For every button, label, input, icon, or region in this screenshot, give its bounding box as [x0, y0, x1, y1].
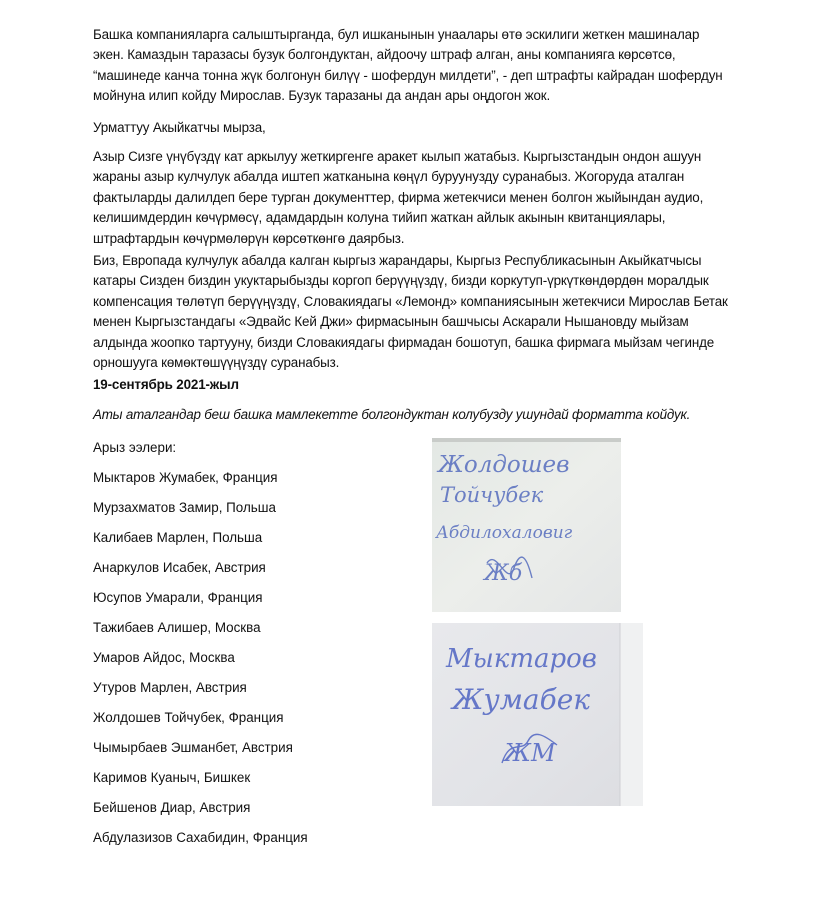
applicant-item: Утуров Марлен, Австрия: [93, 680, 247, 695]
salutation: Урматтуу Акыйкатчы мырза,: [93, 120, 266, 135]
applicant-item: Абдулазизов Сахабидин, Франция: [93, 830, 308, 845]
letter-date: 19-сентябрь 2021-жыл: [93, 377, 239, 392]
paragraph-evidence: Азыр Сизге үнүбүздү кат аркылуу жеткиргенге аракет кылып жатабыз. Кыргызстандын ондон ашуун жараны азыр кулчулук абалда иштеп жатканына көңүл буруунузду суранабыз. Жогоруда аталган фактыларды далилдеп бере турган документтер, фирма жетекчиси менен болгон жыйындан аудио, келишимдердин көчүрмөсү, адамдардын колуна тийип жаткан айлык акынын квитанциялары, штрафтардын көчүрмөлөрүн көрсөткөнгө даярбыз.: [93, 149, 704, 246]
applicant-item: Анаркулов Исабек, Австрия: [93, 560, 266, 575]
applicant-item: Жолдошев Тойчубек, Франция: [93, 710, 284, 725]
handwritten-mark: Жб: [484, 561, 523, 586]
applicant-item: Умаров Айдос, Москва: [93, 650, 235, 665]
handwritten-mark: ЖМ: [504, 739, 556, 767]
applicant-item: Юсупов Умарали, Франция: [93, 590, 263, 605]
paragraph-scales: Башка компанияларга салыштырганда, бул ишканынын унаалары өтө эскилиги жеткен машиналар экен. Камаздын таразасы бузук болгондуктан, айдоочу штраф алган, аны компанияга көрсөтсө, “машинеде канча тонна жүк болгонун билүү - шофердун милдети”, - деп штрафты кайрадан шофердун мойнуна илип койду Мирослав. Бузук таразаны да андан ары оңдогон жок.: [93, 27, 723, 104]
applicants-label: Арыз ээлери:: [93, 440, 177, 455]
signature-image: [432, 438, 621, 612]
applicant-item: Калибаев Марлен, Польша: [93, 530, 263, 545]
signature-photo-zholdoshev: [432, 438, 621, 612]
signature-image: [432, 623, 643, 806]
applicant-item: Мыктаров Жумабек, Франция: [93, 470, 278, 485]
signature-photo-myktarov: [432, 623, 643, 806]
applicant-item: Чымырбаев Эшманбет, Австрия: [93, 740, 293, 755]
paper-edge: [432, 438, 621, 442]
paragraph-request: Биз, Европада кулчулук абалда калган кыргыз жарандары, Кыргыз Республикасынын Акыйкатчысы катары Сизден биздин укуктарыбызды коргоп берүүңүздү, бизди коркутуп-үркүткөндөрдөн моралдык компенсация төлөтүп берүүңүздү, Словакиядагы «Лемонд» компаниясынын жетекчиси Мирослав Бетак менен Кыргызстандагы «Эдвайс Кей Джи» фирмасынын башчысы Аскарали Нышановду мыйзам алдында жоопко тартууну, бизди Словакиядагы фирмадан бошотуп, башка фирмага мыйзам чегинде орношууга көмөктөшүүңүздү суранабыз.: [93, 253, 728, 371]
applicant-item: Каримов Куаныч, Бишкек: [93, 770, 251, 785]
handwritten-line: Жумабек: [452, 683, 590, 716]
applicant-item: Мурзахматов Замир, Польша: [93, 500, 276, 515]
handwritten-line: Абдилохаловиг: [436, 523, 573, 543]
paper-fold: [620, 623, 643, 806]
signature-note: Аты аталгандар беш башка мамлекетте болгондуктан колубузду ушундай форматта койдук.: [93, 407, 691, 422]
applicant-item: Бейшенов Диар, Австрия: [93, 800, 251, 815]
handwritten-line: Тойчубек: [440, 483, 544, 507]
handwritten-line: Жолдошев: [438, 452, 570, 478]
applicant-item: Тажибаев Алишер, Москва: [93, 620, 261, 635]
handwritten-line: Мыктаров: [446, 644, 597, 674]
